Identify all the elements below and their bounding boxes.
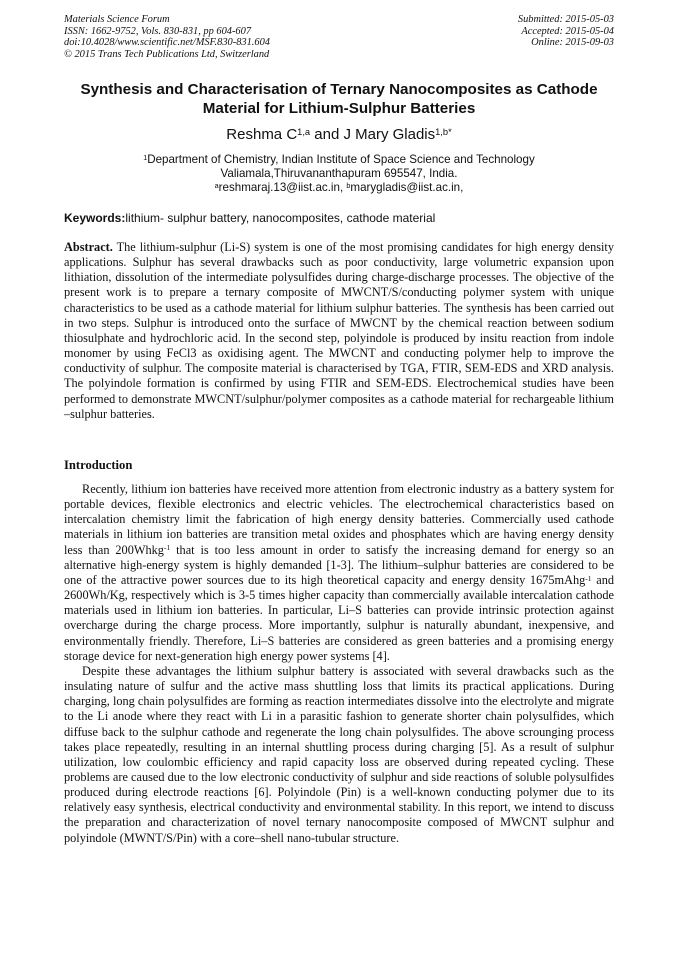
author-affiliation-mark: 1,a [297,126,311,137]
journal-doi: doi:10.4028/www.scientific.net/MSF.830-831.604 [64,37,270,49]
email-mark: a [214,180,219,190]
email-address: reshmaraj.13@iist.ac.in, [218,181,347,194]
affiliation-block [64,153,614,195]
affiliation-address: Valiamala,Thiruvananthapuram 695547, India. [220,167,458,180]
paragraph: Despite these advantages the lithium sulphur battery is associated with several drawbacks such as the insulating nature of sulfur and the active mass shuttling loss that limits its practical applications. During charging, long chain polysulfides are forming as reaction intermediates dissolve into the electrolyte and migrate to the Li anode where they react with Li in a parasitic fashion to generate shorter chain polysulfides, which diffuse back to the sulphur cathode and regenerate the long chain polysulfides. The above scrounging process takes place repeatedly, resulting in an internal shuttling process during charging [5]. As a result of sulphur utilization, low coulombic efficiency and rapid capacity loss are observed during repeated cycling. These problems are caused due to the low electronic conductivity of sulphur and side reactions of soluble polysulfides produced during electrode reactions [6]. Polyindole (Pin) is a well-known conducting polymer due to its relatively easy synthesis, electrical conductivity and environmental stability. In this report, we intend to discuss the preparation and characterization of novel ternary nanocomposite composed of MWCNT sulphur and polyindole (MWNT/S/Pin) with a core–shell nano-tubular structure. [64,663,614,845]
paragraph-text: and 2600Wh/Kg, respectively which is 3-5 times higher capacity than commercially available intercalation cathode materials used in lithium ion batteries. In particular, Li–S batteries can provide intrinsic protection against overcharge during the charge process. More importantly, sulphur is naturally abundant, inexpensive, and environmentally friendly. Therefore, Li–S batteries are considered as green batteries and a promising energy storage device for next-generation high energy power systems [4]. [64,572,614,663]
email-mark: b [346,180,351,190]
email-address: marygladis@iist.ac.in, [350,181,464,194]
paper-title-line-2: Material for Lithium-Sulphur Batteries [202,100,476,117]
keywords-text: lithium- sulphur battery, nanocomposites, cathode material [125,211,436,225]
abstract-text: The lithium-sulphur (Li-S) system is one of the most promising candidates for high energy density applications. Sulphur has several drawbacks such as poor conductivity, large volumetric expansion upon lithiation, dissolution of the intermediate polysulfides during charge-discharge processes. The objective of the present work is to prepare a ternary composite of MWCNT/S/conducting polymer system with unique characteristics to be used as a cathode material for lithium sulphur batteries. The synthesis has been carried out in two steps. Sulphur is introduced onto the surface of MWCNT by the chemical reaction between sodium thiosulphate and hydrochloric acid. In the second step, polyindole is produced by insitu reaction from indole monomer by using FeCl3 as oxidising agent. The MWCNT and conducting polymer help to improve the conductivity of sulphur. The composite material is characterised by TGA, FTIR, SEM-EDS and XRD analysis. The polyindole formation is confirmed by using FTIR and SEM-EDS. Electrochemical studies have been performed to demonstrate MWCNT/sulphur/polymer composites as a cathode material for rechargeable lithium –sulphur batteries. [64,240,614,421]
affiliation-line [64,153,614,167]
paper-title [50,80,628,118]
journal-name: Materials Science Forum [64,14,170,25]
unit-exponent: -1 [163,543,171,553]
journal-info [64,14,364,60]
abstract [64,240,614,422]
submitted-date: Submitted: 2015-05-03 [517,14,614,25]
author-affiliation-mark: 1,b* [435,126,452,137]
email-line [64,181,614,195]
unit-exponent: -1 [585,573,592,583]
section-heading-introduction: Introduction [64,458,133,472]
author-list [64,126,614,144]
introduction-body [64,482,614,846]
author-name: and J Mary Gladis [310,126,436,143]
paragraph-text: that is too less amount in order to satisfy the increasing demand for energy so an alternative high-energy system is highly demanded [1-3]. The lithium–sulphur batteries are considered to be one of the attractive power sources due to its high theoretical capacity and energy density 1675mAhg [64,542,614,587]
keywords-label: Keywords: [64,211,126,225]
online-date: Online: 2015-09-03 [531,37,614,49]
paragraph [64,482,614,664]
accepted-date: Accepted: 2015-05-04 [521,25,614,37]
paper-title-line-1: Synthesis and Characterisation of Ternary Nanocomposites as Cathode [80,81,598,98]
abstract-label: Abstract. [64,240,113,254]
journal-copyright: © 2015 Trans Tech Publications Ltd, Switzerland [64,48,270,60]
publication-dates [394,14,614,49]
author-name: Reshma C [226,126,298,143]
journal-issn: ISSN: 1662-9752, Vols. 830-831, pp 604-607 [64,25,252,37]
affiliation-text: Department of Chemistry, Indian Institute of Space Science and Technology [147,153,535,166]
affiliation-mark: 1 [143,152,148,162]
paragraph-text: Recently, lithium ion batteries have received more attention from electronic industry as a battery system for portable devices, flexible electronics and electric vehicles. The electrochemical characteristics based on intercalation chemistry limit the fabrication of high energy density batteries. Commercially used cathode materials in lithium ion batteries are transition metal oxides and phosphates which are having energy density less than 200Whkg [64,482,614,557]
keywords [64,211,614,226]
